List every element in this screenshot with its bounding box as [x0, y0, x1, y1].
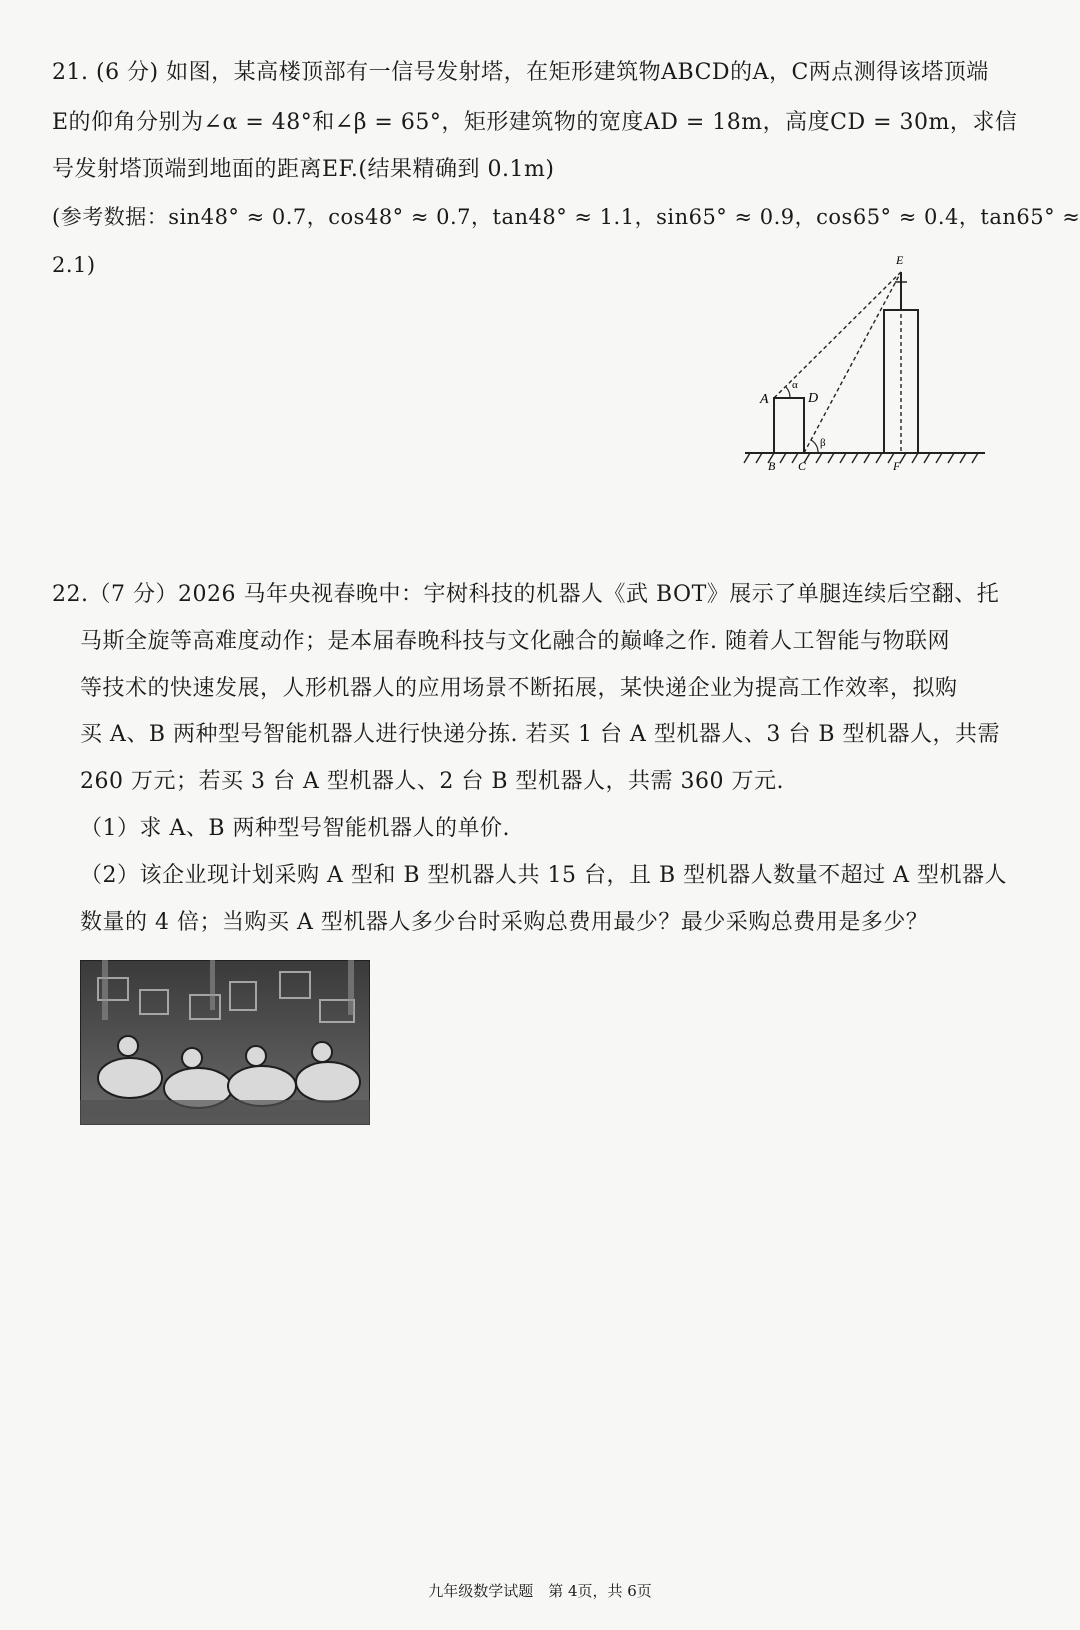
q21-line-1: 21. (6 分) 如图，某高楼顶部有一信号发射塔，在矩形建筑物ABCD的A，C两点测得该塔顶端: [52, 60, 989, 85]
label-c: C: [798, 459, 807, 473]
q22-line-5: 260 万元；若买 3 台 A 型机器人、2 台 B 型机器人，共需 360 万元.: [80, 769, 784, 794]
page-footer: 九年级数学试题 第 4页，共 6页: [428, 1582, 652, 1600]
robot-performance-photo: [80, 960, 370, 1125]
q21-reference-line-2: 2.1): [52, 253, 96, 277]
q21-reference-line-1: (参考数据：sin48° ≈ 0.7，cos48° ≈ 0.7，tan48° ≈ 1.1，sin65° ≈ 0.9，cos65° ≈ 0.4，tan65° ≈: [52, 205, 1080, 229]
q22-part-2-line-2: 数量的 4 倍；当购买 A 型机器人多少台时采购总费用最少？最少采购总费用是多少？: [80, 910, 929, 935]
q21-line-2: E的仰角分别为∠α = 48°和∠β = 65°，矩形建筑物的宽度AD = 18m，高度CD = 30m，求信: [52, 110, 1018, 135]
sight-line-ce: [804, 272, 901, 453]
q22-line-1: 22.（7 分）2026 马年央视春晚中：宇树科技的机器人《武 BOT》展示了单腿连续后空翻、托: [52, 582, 1000, 607]
q22-part-2-line-1: （2）该企业现计划采购 A 型和 B 型机器人共 15 台，且 B 型机器人数量不超过 A 型机器人: [80, 863, 1008, 888]
q21-line-3: 号发射塔顶端到地面的距离EF.(结果精确到 0.1m): [52, 157, 555, 182]
q21-geometry-figure: [740, 250, 1000, 480]
q22-line-4: 买 A、B 两种型号智能机器人进行快递分拣. 若买 1 台 A 型机器人、3 台 B 型机器人，共需: [80, 722, 1001, 747]
label-d: D: [808, 391, 819, 406]
label-e: E: [896, 253, 904, 267]
label-a: A: [760, 392, 769, 407]
label-f: F: [893, 459, 901, 473]
label-alpha: α: [792, 379, 798, 391]
label-b: B: [768, 459, 776, 473]
q22-line-2: 马斯全旋等高难度动作；是本届春晚科技与文化融合的巅峰之作. 随着人工智能与物联网: [80, 629, 950, 654]
q22-part-1: （1）求 A、B 两种型号智能机器人的单价.: [80, 816, 511, 841]
angle-beta-arc: [811, 440, 818, 453]
q22-line-3: 等技术的快速发展，人形机器人的应用场景不断拓展，某快递企业为提高工作效率，拟购: [80, 676, 958, 701]
angle-alpha-arc: [786, 387, 790, 398]
building-abcd: [774, 398, 804, 453]
label-beta: β: [820, 437, 826, 449]
ground-hatching: [744, 453, 978, 463]
